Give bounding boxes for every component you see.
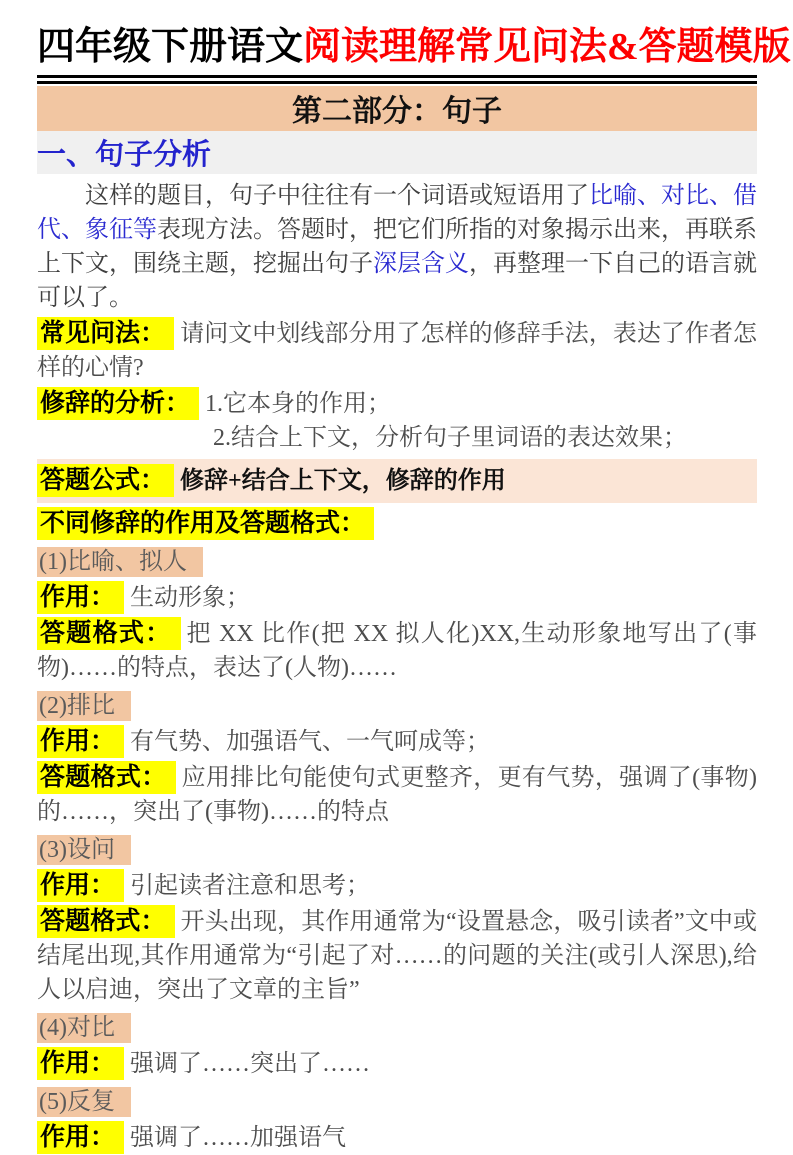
format-label: 答题格式： <box>37 761 176 794</box>
answer-formula-label: 答题公式： <box>37 464 174 497</box>
section-header-text: 一、句子分析 <box>37 138 212 171</box>
rhetoric-analysis-line1: 1.它本身的作用； <box>205 390 392 417</box>
device-effect-row <box>37 581 757 615</box>
format-text: 开头出现，其作用通常为“设置悬念，吸引读者”文中或结尾出现,其作用通常为“引起了对……的问题的关注(或引人深思),给人以启迪，突出了文章的主旨” <box>37 908 757 1003</box>
effect-label: 作用： <box>37 1047 124 1080</box>
device-tag-row <box>37 1011 757 1045</box>
format-label: 答题格式： <box>37 905 175 938</box>
device-effect-row <box>37 1047 757 1081</box>
effect-text: 引起读者注意和思考； <box>130 872 371 899</box>
section-header-bar <box>37 131 757 174</box>
device-effect-row <box>37 1121 757 1155</box>
intro-text-2: 表现方法。答题时，把它们所指的对象揭示出来，再联系上下文，围绕主题，挖掘出句子 <box>37 216 757 277</box>
format-text: 应用排比句能使句式更整齐，更有气势，强调了(事物)的……，突出了(事物)……的特点 <box>37 764 757 825</box>
intro-text-1: 这样的题目，句子中往往有一个词语或短语用了 <box>85 182 589 209</box>
page-title-red: 阅读理解常见问法&答题模版 <box>303 26 791 68</box>
effect-label: 作用： <box>37 869 124 902</box>
effect-label: 作用： <box>37 1121 124 1154</box>
intro-blue-term-2: 深层含义 <box>373 250 469 277</box>
format-label: 答题格式： <box>37 617 181 650</box>
effect-text: 生动形象； <box>130 584 251 611</box>
device-tag: (1)比喻、拟人 <box>37 547 203 577</box>
device-effect-row <box>37 869 757 903</box>
device-format-row <box>37 617 757 685</box>
part-header-bar <box>37 86 757 131</box>
device-tag-row <box>37 545 757 579</box>
intro-paragraph <box>37 179 757 315</box>
intro-text-3: ，再整理一下自己的语言就可以了。 <box>37 250 757 311</box>
intro-blue-terms: 比喻、对比、借代、象征等 <box>37 182 757 243</box>
common-question-row <box>37 317 757 385</box>
page-title-black: 四年级下册语文 <box>37 26 304 68</box>
device-tag: (2)排比 <box>37 691 131 721</box>
effect-text: 强调了……加强语气 <box>130 1124 347 1151</box>
rhetoric-analysis-row <box>37 387 757 455</box>
effect-label: 作用： <box>37 581 124 614</box>
device-tag: (3)设问 <box>37 835 131 865</box>
devices-section-label: 不同修辞的作用及答题格式： <box>37 507 374 540</box>
rhetoric-analysis-label: 修辞的分析： <box>37 387 199 420</box>
answer-formula-text: 修辞+结合上下文，修辞的作用 <box>180 467 506 494</box>
device-tag-row <box>37 833 757 867</box>
devices-section-heading <box>37 507 757 541</box>
page-title <box>37 24 791 84</box>
device-format-row <box>37 905 757 1007</box>
device-tag-row <box>37 689 757 723</box>
rhetoric-analysis-line2: 2.结合上下文，分析句子里词语的表达效果； <box>213 424 687 451</box>
device-tag-row <box>37 1085 757 1119</box>
device-tag: (4)对比 <box>37 1013 131 1043</box>
effect-text: 有气势、加强语气、一气呵成等； <box>130 728 491 755</box>
common-question-label: 常见问法： <box>37 317 174 350</box>
device-tag: (5)反复 <box>37 1087 131 1117</box>
device-format-row <box>37 761 757 829</box>
part-header-text: 第二部分：句子 <box>292 95 502 129</box>
effect-label: 作用： <box>37 725 124 758</box>
common-question-text: 请问文中划线部分用了怎样的修辞手法，表达了作者怎样的心情? <box>37 320 757 381</box>
format-text: 把 XX 比作(把 XX 拟人化)XX,生动形象地写出了(事物)……的特点，表达了(人物)…… <box>37 620 757 681</box>
answer-formula-row <box>37 459 757 503</box>
effect-text: 强调了……突出了…… <box>130 1050 371 1077</box>
device-effect-row <box>37 725 757 759</box>
